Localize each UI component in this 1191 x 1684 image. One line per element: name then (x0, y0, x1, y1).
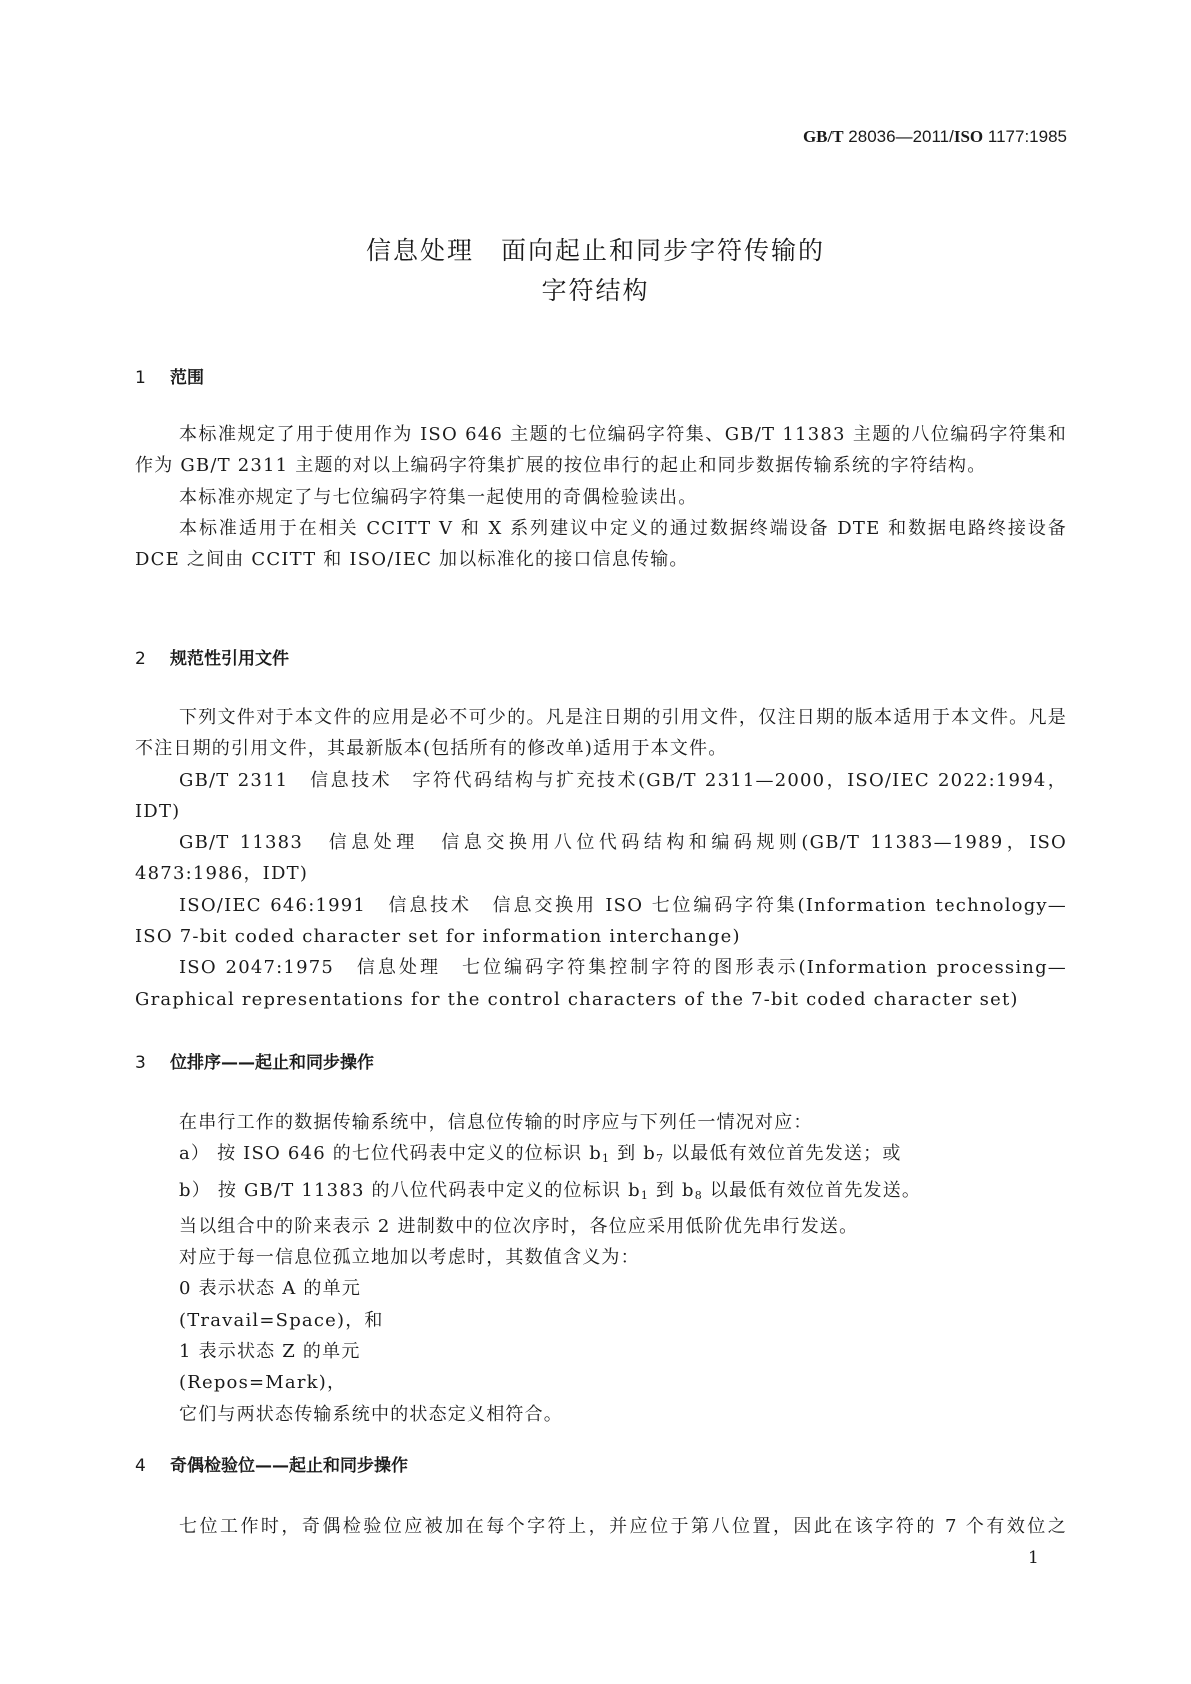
list-label: a） (179, 1143, 211, 1165)
subscript: 7 (656, 1152, 665, 1166)
page-number: 1 (1028, 1548, 1039, 1568)
section-number: 4 (135, 1456, 146, 1476)
section-title: 位排序——起止和同步操作 (170, 1053, 374, 1073)
section-title: 规范性引用文件 (170, 649, 289, 669)
paragraph: 下列文件对于本文件的应用是必不可少的。凡是注日期的引用文件，仅注日期的版本适用于本文件。凡是不注日期的引用文件，其最新版本(包括所有的修改单)适用于本文件。 (135, 707, 1067, 760)
paragraph: 0 表示状态 A 的单元 (179, 1278, 362, 1300)
subscript: 8 (694, 1188, 703, 1202)
text: 到 b (649, 1179, 695, 1201)
text: 按 ISO 646 的七位代码表中定义的位标识 b (217, 1143, 603, 1165)
section-heading-3 (135, 1048, 374, 1073)
reference-entry: GB/T 11383 信息处理 信息交换用八位代码结构和编码规则(GB/T 11383—1989，ISO 4873:1986，IDT) (135, 832, 1067, 885)
section-heading-4 (135, 1451, 408, 1476)
paragraph: 本标准亦规定了与七位编码字符集一起使用的奇偶检验读出。 (179, 486, 698, 508)
reference-entry: ISO/IEC 646:1991 信息技术 信息交换用 ISO 七位编码字符集(Information technology—ISO 7-bit coded character set for information interchange) (135, 894, 1067, 948)
paragraph: 对应于每一信息位孤立地加以考虑时，其数值含义为： (179, 1247, 640, 1269)
paragraph: (Travail=Space)，和 (179, 1309, 384, 1331)
standard-number-header (803, 127, 1067, 147)
document-title-line2: 字符结构 (541, 276, 650, 305)
subscript: 1 (640, 1188, 650, 1202)
section-number: 3 (135, 1053, 146, 1073)
paragraph: 七位工作时，奇偶检验位应被加在每个字符上，并应位于第八位置，因此在该字符的 7 个有效位之 (179, 1516, 1067, 1537)
text: 以最低有效位首先发送。 (703, 1179, 922, 1201)
section-number: 2 (135, 649, 146, 669)
section-3-body (135, 1107, 1067, 1430)
section-heading-1 (135, 363, 204, 388)
text: 按 GB/T 11383 的八位代码表中定义的位标识 b (217, 1179, 641, 1201)
paragraph: 1 表示状态 Z 的单元 (179, 1341, 361, 1363)
iso-prefix: ISO (953, 127, 984, 146)
section-title: 范围 (170, 368, 204, 388)
std-code: 28036—2011/ (848, 127, 954, 146)
list-item-b (135, 1175, 1067, 1211)
section-1-body (135, 419, 1067, 575)
paragraph: 本标准规定了用于使用作为 ISO 646 主题的七位编码字符集、GB/T 11383 主题的八位编码字符集和作为 GB/T 2311 主题的对以上编码字符集扩展的按位串行的起止和同步数据传输系统的字符结构。 (135, 424, 1067, 477)
section-2-body (135, 702, 1067, 1015)
section-4-body (135, 1511, 1067, 1542)
iso-code: 1177:1985 (987, 127, 1067, 146)
list-label: b） (179, 1179, 211, 1201)
paragraph: (Repos=Mark)， (179, 1372, 347, 1394)
reference-entry: ISO 2047:1975 信息处理 七位编码字符集控制字符的图形表示(Information processing—Graphical representations for the control characters of the 7-bit coded character set) (135, 957, 1067, 1010)
section-title: 奇偶检验位——起止和同步操作 (170, 1456, 408, 1476)
section-number: 1 (135, 368, 146, 388)
reference-entry: GB/T 2311 信息技术 字符代码结构与扩充技术(GB/T 2311—2000，ISO/IEC 2022:1994，IDT) (135, 769, 1067, 822)
text: 到 b (610, 1143, 657, 1165)
section-heading-2 (135, 644, 289, 669)
text: 以最低有效位首先发送；或 (664, 1143, 902, 1165)
document-title-line1: 信息处理 面向起止和同步字符传输的 (365, 236, 825, 265)
paragraph: 当以组合中的阶来表示 2 进制数中的位次序时，各位应采用低阶优先串行发送。 (179, 1215, 859, 1237)
paragraph: 在串行工作的数据传输系统中，信息位传输的时序应与下列任一情况对应： (179, 1112, 813, 1133)
paragraph: 它们与两状态传输系统中的状态定义相符合。 (179, 1403, 563, 1425)
list-item-a (135, 1138, 1067, 1174)
subscript: 1 (602, 1152, 611, 1166)
paragraph: 本标准适用于在相关 CCITT V 和 X 系列建议中定义的通过数据终端设备 DTE 和数据电路终接设备 DCE 之间由 CCITT 和 ISO/IEC 加以标准化的接口信息传输。 (135, 517, 1067, 571)
std-prefix: GB/T (802, 127, 844, 146)
